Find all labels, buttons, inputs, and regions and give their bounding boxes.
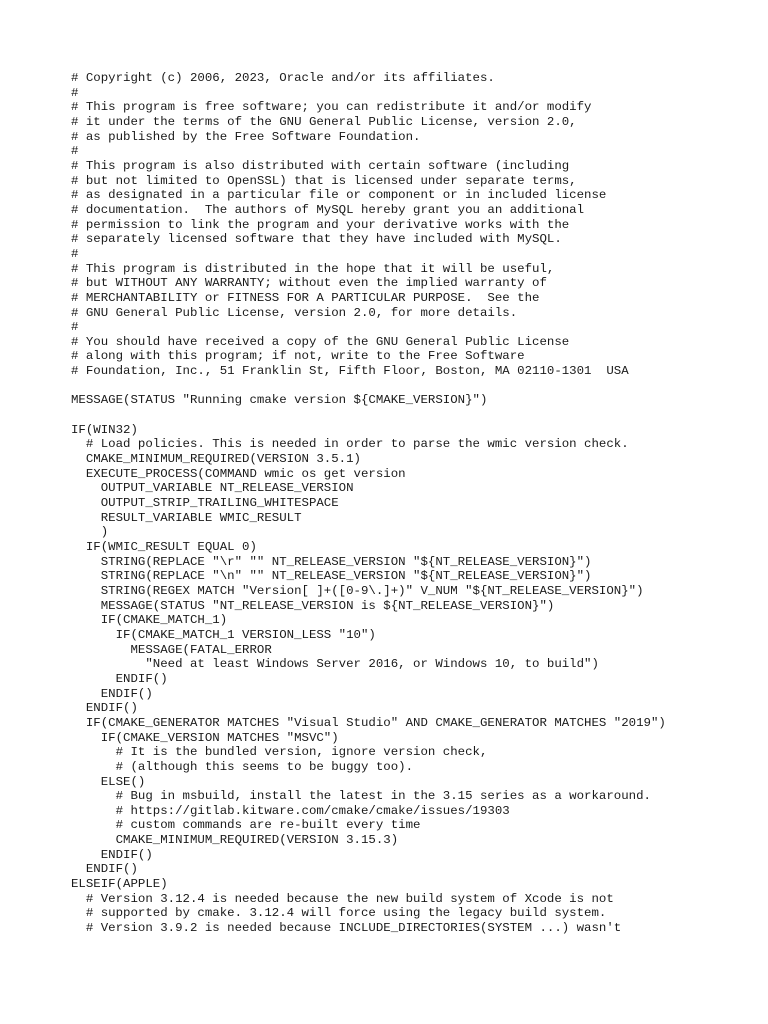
code-line: # You should have received a copy of the GNU General Public License (71, 334, 570, 349)
code-line: # Version 3.12.4 is needed because the new build system of Xcode is not (71, 891, 614, 906)
code-line: ENDIF() (71, 862, 138, 877)
code-line: # it under the terms of the GNU General Public License, version 2.0, (71, 114, 577, 129)
code-line: # as designated in a particular file or component or in included license (71, 188, 607, 203)
code-line: # (71, 144, 79, 159)
code-line: # (71, 246, 79, 261)
code-line: IF(WMIC_RESULT EQUAL 0) (71, 540, 257, 554)
code-line: # permission to link the program and your derivative works with the (71, 217, 570, 232)
code-line (71, 408, 748, 423)
code-line: ENDIF() (71, 671, 168, 686)
code-line: # (71, 85, 79, 100)
code-line: # documentation. The authors of MySQL hereby grant you an additional (71, 202, 585, 217)
code-line: ENDIF() (71, 701, 138, 716)
code-line: STRING(REPLACE "\n" "" NT_RELEASE_VERSION "${NT_RELEASE_VERSION}") (71, 569, 592, 584)
code-line: STRING(REPLACE "\r" "" NT_RELEASE_VERSION "${NT_RELEASE_VERSION}") (71, 554, 592, 569)
code-line: # https://gitlab.kitware.com/cmake/cmake/issues/19303 (71, 803, 510, 818)
code-line: MESSAGE(STATUS "NT_RELEASE_VERSION is ${NT_RELEASE_VERSION}") (71, 598, 555, 613)
code-line: IF(CMAKE_MATCH_1 VERSION_LESS "10") (71, 627, 376, 642)
code-line: CMAKE_MINIMUM_REQUIRED(VERSION 3.5.1) (71, 452, 361, 467)
code-line: ENDIF() (71, 686, 153, 701)
code-line: ) (71, 525, 109, 540)
code-line: # GNU General Public License, version 2.0, for more details. (71, 305, 518, 320)
code-line: STRING(REGEX MATCH "Version[ ]+([0-9\.]+)" V_NUM "${NT_RELEASE_VERSION}") (71, 583, 644, 598)
code-line: # Version 3.9.2 is needed because INCLUDE_DIRECTORIES(SYSTEM ...) wasn't (71, 921, 622, 936)
code-line: # but not limited to OpenSSL) that is licensed under separate terms, (71, 173, 577, 188)
code-line: # as published by the Free Software Foundation. (71, 129, 421, 144)
code-line: EXECUTE_PROCESS(COMMAND wmic os get version (71, 466, 406, 481)
code-line: MESSAGE(FATAL_ERROR (71, 642, 272, 657)
code-document (71, 71, 748, 936)
code-line: # custom commands are re-built every time (71, 818, 421, 833)
code-line: CMAKE_MINIMUM_REQUIRED(VERSION 3.15.3) (71, 833, 399, 848)
code-line: # separately licensed software that they have included with MySQL. (71, 232, 562, 247)
code-line: # MERCHANTABILITY or FITNESS FOR A PARTICULAR PURPOSE. See the (71, 290, 540, 305)
code-line: # This program is also distributed with certain software (including (71, 158, 570, 173)
code-line: ENDIF() (71, 847, 153, 862)
code-line: IF(CMAKE_MATCH_1) (71, 613, 228, 628)
code-line: # (71, 320, 79, 335)
code-line: IF(CMAKE_GENERATOR MATCHES "Visual Studio" AND CMAKE_GENERATOR MATCHES "2019") (71, 715, 666, 730)
code-line: IF(WIN32) (71, 422, 138, 437)
code-line: # This program is free software; you can redistribute it and/or modify (71, 100, 592, 115)
code-line: ELSEIF(APPLE) (71, 877, 168, 892)
code-line: OUTPUT_VARIABLE NT_RELEASE_VERSION (71, 481, 354, 496)
code-line (71, 379, 748, 394)
code-line: ELSE() (71, 774, 146, 789)
code-line: # supported by cmake. 3.12.4 will force using the legacy build system. (71, 906, 607, 921)
code-line: # (although this seems to be buggy too). (71, 759, 414, 774)
code-line: # Copyright (c) 2006, 2023, Oracle and/or its affiliates. (71, 71, 495, 85)
code-line: RESULT_VARIABLE WMIC_RESULT (71, 510, 302, 525)
code-line: # Foundation, Inc., 51 Franklin St, Fifth Floor, Boston, MA 02110-1301 USA (71, 364, 629, 379)
code-line: OUTPUT_STRIP_TRAILING_WHITESPACE (71, 496, 339, 511)
code-line: # This program is distributed in the hope that it will be useful, (71, 261, 555, 276)
code-line: # Bug in msbuild, install the latest in the 3.15 series as a workaround. (71, 789, 651, 804)
code-line: # Load policies. This is needed in order to parse the wmic version check. (71, 437, 629, 452)
code-line: # but WITHOUT ANY WARRANTY; without even the implied warranty of (71, 276, 547, 291)
code-line: "Need at least Windows Server 2016, or Windows 10, to build") (71, 657, 599, 672)
code-line: IF(CMAKE_VERSION MATCHES "MSVC") (71, 730, 339, 745)
code-line: # It is the bundled version, ignore version check, (71, 745, 488, 760)
code-line: MESSAGE(STATUS "Running cmake version ${CMAKE_VERSION}") (71, 393, 488, 408)
code-line: # along with this program; if not, write to the Free Software (71, 349, 525, 364)
